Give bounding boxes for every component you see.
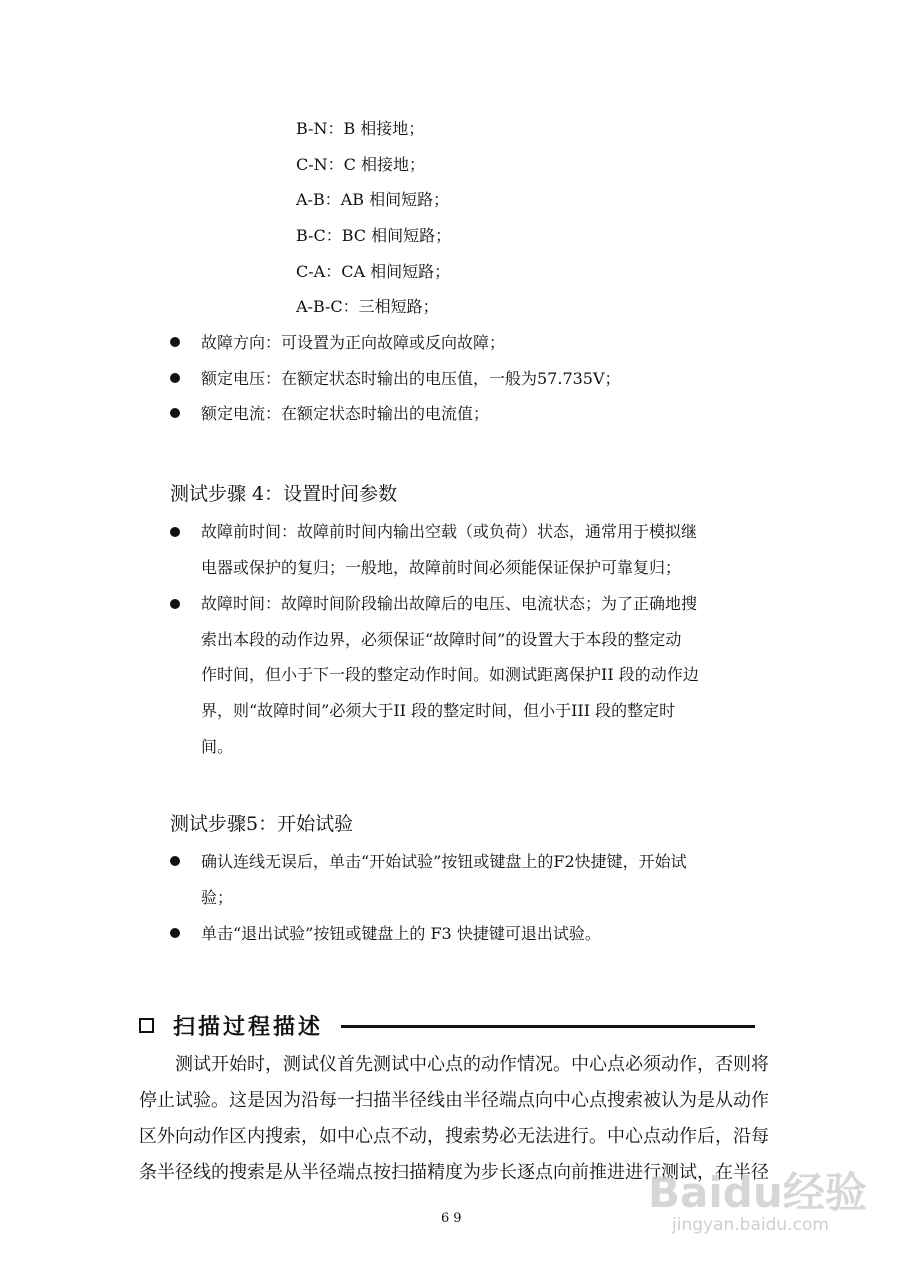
step4-bullet2-line1: 故障时间：故障时间阶段输出故障后的电压、电流状态；为了正确地搜	[201, 594, 698, 613]
step4-bullet2-line4: 界，则“故障时间”必须大于II 段的整定时间，但小于III 段的整定时	[201, 701, 676, 720]
bullet-icon	[170, 928, 180, 938]
bullet-icon	[170, 337, 180, 347]
watermark-logo: Baidu经验	[648, 1168, 867, 1217]
step4-bullet2-line2: 索出本段的动作边界，必须保证“故障时间”的设置大于本段的整定动	[201, 630, 682, 649]
section-title: 扫描过程描述	[173, 1015, 324, 1040]
paragraph-line-1: 测试开始时，测试仪首先测试中心点的动作情况。中心点必须动作，否则将	[175, 1054, 769, 1075]
fault-type-bc: B-C：BC 相间短路；	[296, 226, 452, 245]
paragraph-line-3: 区外向动作区内搜索，如中心点不动，搜索势必无法进行。中心点动作后，沿每	[139, 1126, 769, 1147]
step5-heading: 测试步骤5：开始试验	[170, 813, 354, 835]
paragraph-line-2: 停止试验。这是因为沿每一扫描半径线由半径端点向中心点搜索被认为是从动作	[139, 1090, 769, 1111]
bullet-fault-direction: 故障方向：可设置为正向故障或反向故障；	[201, 333, 506, 352]
fault-type-bn: B-N：B 相接地；	[296, 119, 425, 138]
bullet-rated-current: 额定电流：在额定状态时输出的电流值；	[201, 404, 490, 423]
step5-bullet1-line2: 验；	[201, 888, 234, 907]
bullet-icon	[170, 527, 180, 537]
watermark-url: jingyan.baidu.com	[672, 1215, 829, 1235]
section-box-icon	[139, 1018, 154, 1033]
bullet-icon	[170, 373, 180, 383]
bullet-icon	[170, 856, 180, 866]
step4-bullet2-line5: 间。	[201, 737, 234, 756]
step4-bullet1-line2: 电器或保护的复归；一般地，故障前时间必须能保证保护可靠复归；	[201, 558, 682, 577]
fault-type-abc: A-B-C：三相短路；	[296, 297, 439, 316]
fault-type-cn: C-N：C 相接地；	[296, 155, 425, 174]
step4-heading: 测试步骤 4：设置时间参数	[170, 483, 398, 505]
step4-bullet1-line1: 故障前时间：故障前时间内输出空载（或负荷）状态，通常用于模拟继	[201, 522, 698, 541]
section-rule	[341, 1025, 755, 1028]
bullet-rated-voltage: 额定电压：在额定状态时输出的电压值，一般为57.735V；	[201, 369, 621, 388]
step4-bullet2-line3: 作时间，但小于下一段的整定动作时间。如测试距离保护II 段的动作边	[201, 665, 699, 684]
paragraph-line-4: 条半径线的搜索是从半径端点按扫描精度为步长逐点向前推进进行测试，在半径	[139, 1162, 769, 1183]
step5-bullet1-line1: 确认连线无误后，单击“开始试验”按钮或键盘上的F2快捷键，开始试	[201, 852, 687, 871]
fault-type-ab: A-B：AB 相间短路；	[296, 190, 450, 209]
bullet-icon	[170, 408, 180, 418]
bullet-icon	[170, 599, 180, 609]
page-number: 69	[441, 1211, 466, 1226]
step5-bullet2-line1: 单击“退出试验”按钮或键盘上的 F3 快捷键可退出试验。	[201, 924, 601, 943]
fault-type-ca: C-A：CA 相间短路；	[296, 262, 451, 281]
